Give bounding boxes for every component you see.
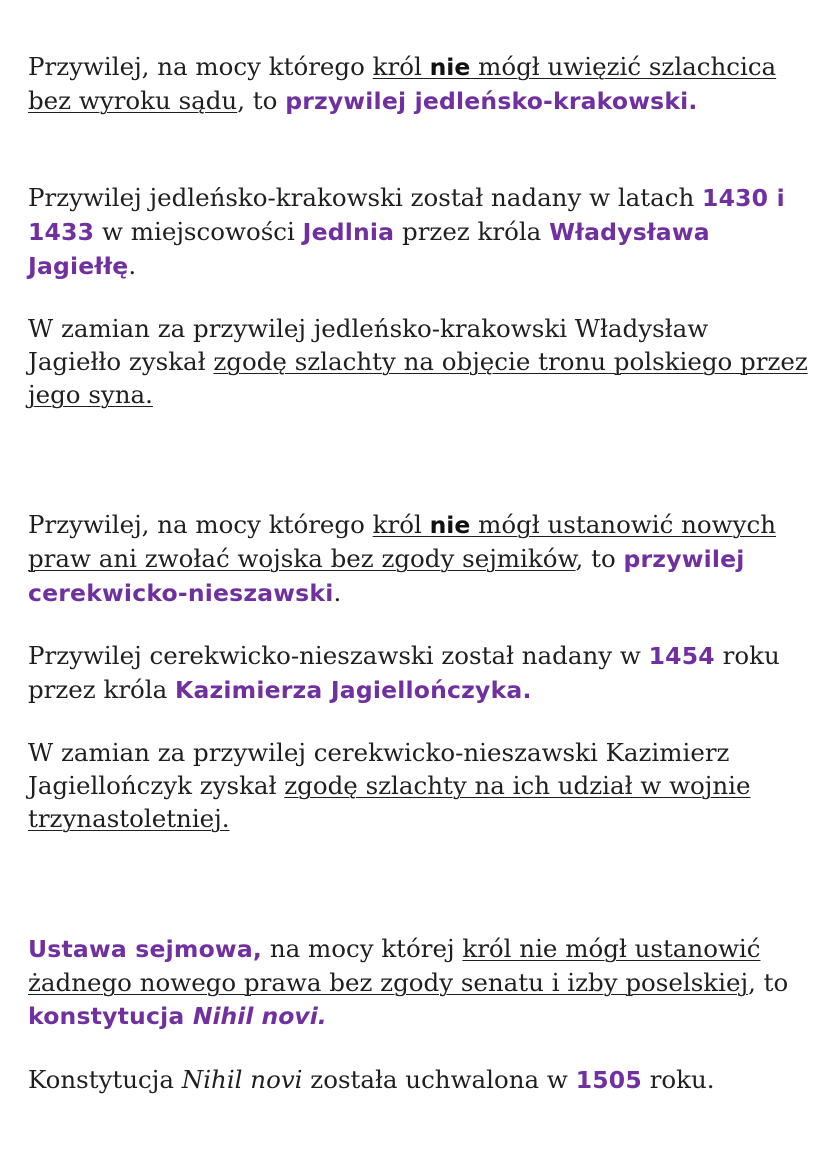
paragraph-privilege-nieszawa-exchange <box>28 736 808 835</box>
highlight-term: konstytucja <box>28 1002 193 1030</box>
text: mógł uwięzić szlachcica bez wyroku sądu <box>28 52 777 115</box>
highlight-place: Jedlnia <box>302 218 395 246</box>
text: . <box>333 578 342 607</box>
text: Przywilej, na mocy którego <box>28 52 373 81</box>
paragraph-privilege-nieszawa-definition <box>28 508 808 610</box>
highlight-year: 1454 <box>648 642 715 670</box>
bold-word: nie <box>429 511 471 539</box>
text: W zamian za przywilej cerekwicko-nieszawski Kazimierz Jagiellończyk zyskał <box>28 738 730 800</box>
italic-term: Nihil novi <box>181 1065 303 1094</box>
bold-word: nie <box>429 53 471 81</box>
highlight-term: przywilej cerekwicko-nieszawski <box>28 545 745 607</box>
highlight-year: 1505 <box>575 1066 642 1094</box>
text: król <box>372 510 430 539</box>
underlined-phrase: zgodę szlachty na ich udział w wojnie trzynastoletniej. <box>28 771 751 833</box>
text: Przywilej jedleńsko-krakowski został nadany w latach <box>28 183 703 212</box>
text: , to <box>575 544 624 573</box>
text: , to <box>237 86 286 115</box>
text: w miejscowości <box>94 217 303 246</box>
text: Przywilej cerekwicko-nieszawski został nadany w <box>28 641 649 670</box>
paragraph-privilege-jedlnia-definition <box>28 50 808 118</box>
text: na mocy której <box>262 934 463 963</box>
highlight-years: 1430 i 1433 <box>28 184 785 246</box>
paragraph-nihil-novi-definition <box>28 932 808 1033</box>
highlight-king: Kazimierza Jagiellończyka. <box>175 676 532 704</box>
text: Przywilej, na mocy którego <box>28 510 373 539</box>
text: mógł ustanowić nowych praw ani zwołać wojska bez zgody sejmików <box>28 510 776 573</box>
text: W zamian za przywilej jedleńsko-krakowski Władysław Jagiełło zyskał <box>28 314 709 376</box>
text: roku. <box>641 1065 715 1094</box>
paragraph-nihil-novi-date <box>28 1063 808 1097</box>
text: Konstytucja <box>28 1065 182 1094</box>
highlight-term: Ustawa sejmowa, <box>28 935 263 963</box>
paragraph-privilege-jedlnia-dates <box>28 181 808 283</box>
text: , to <box>748 968 789 997</box>
text: . <box>128 251 137 280</box>
highlight-term: przywilej jedleńsko-krakowski. <box>285 87 698 115</box>
paragraph-privilege-nieszawa-date <box>28 639 808 707</box>
text: roku przez króla <box>28 641 780 704</box>
underlined-phrase: zgodę szlachty na objęcie tronu polskiego przez jego syna. <box>28 347 808 409</box>
paragraph-privilege-jedlnia-exchange <box>28 312 808 411</box>
underlined-phrase: król nie mógł ustanowić żadnego nowego prawa bez zgody senatu i izby poselskiej <box>28 934 761 997</box>
highlight-king: Władysława Jagiełłę <box>28 218 710 280</box>
text: przez króla <box>394 217 550 246</box>
highlight-term-italic: Nihil novi. <box>192 1002 327 1030</box>
text: została uchwalona w <box>302 1065 576 1094</box>
text: król <box>372 52 430 81</box>
